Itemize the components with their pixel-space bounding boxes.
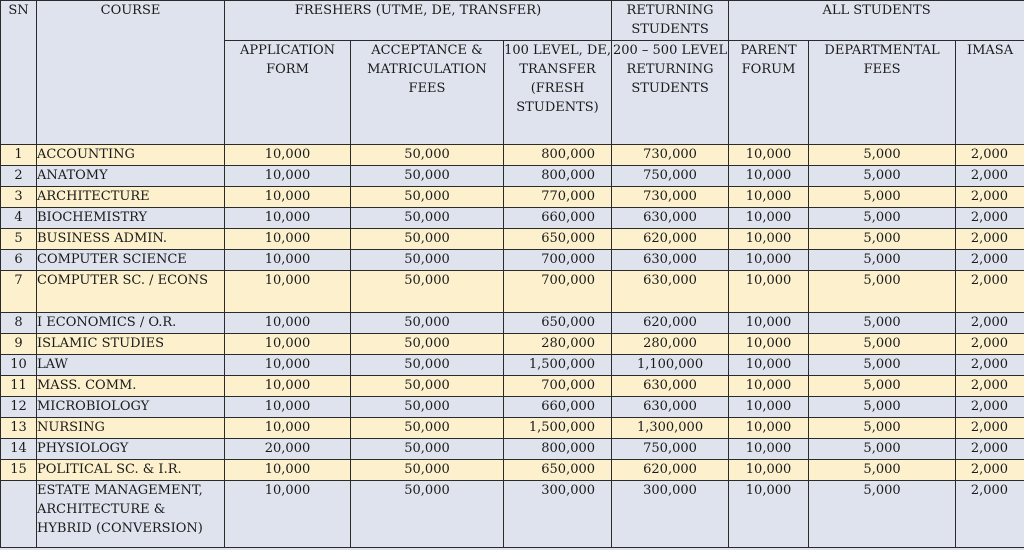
cell-sn (1, 481, 37, 548)
cell-application-form: 20,000 (225, 439, 351, 460)
cell-parent-forum: 10,000 (729, 187, 809, 208)
cell-parent-forum: 10,000 (729, 397, 809, 418)
cell-fresh-level: 660,000 (504, 397, 612, 418)
header-parent-forum: PARENT FORUM (729, 41, 809, 145)
cell-sn: 14 (1, 439, 37, 460)
cell-course: ACCOUNTING (37, 145, 225, 166)
cell-imasa: 2,000 (956, 208, 1024, 229)
cell-course: BUSINESS ADMIN. (37, 229, 225, 250)
cell-course: ARCHITECTURE (37, 187, 225, 208)
table-row (1, 355, 1024, 376)
cell-sn: 6 (1, 250, 37, 271)
cell-sn: 15 (1, 460, 37, 481)
table-row (1, 208, 1024, 229)
cell-acceptance-fees: 50,000 (351, 166, 504, 187)
table-row (1, 166, 1024, 187)
cell-parent-forum: 10,000 (729, 481, 809, 548)
cell-application-form: 10,000 (225, 229, 351, 250)
cell-departmental-fees: 5,000 (809, 166, 956, 187)
cell-fresh-level: 700,000 (504, 271, 612, 313)
cell-departmental-fees: 5,000 (809, 187, 956, 208)
cell-sn: 7 (1, 271, 37, 313)
cell-returning-level: 730,000 (612, 145, 729, 166)
cell-parent-forum: 10,000 (729, 334, 809, 355)
cell-parent-forum: 10,000 (729, 418, 809, 439)
cell-departmental-fees: 5,000 (809, 271, 956, 313)
cell-departmental-fees: 5,000 (809, 208, 956, 229)
cell-parent-forum: 10,000 (729, 145, 809, 166)
cell-sn: 3 (1, 187, 37, 208)
cell-sn: 12 (1, 397, 37, 418)
cell-course: MASS. COMM. (37, 376, 225, 397)
cell-application-form: 10,000 (225, 355, 351, 376)
cell-sn: 5 (1, 229, 37, 250)
cell-application-form: 10,000 (225, 166, 351, 187)
cell-imasa: 2,000 (956, 397, 1024, 418)
cell-imasa: 2,000 (956, 229, 1024, 250)
cell-fresh-level: 800,000 (504, 439, 612, 460)
cell-imasa: 2,000 (956, 187, 1024, 208)
cell-returning-level: 620,000 (612, 229, 729, 250)
header-acceptance-fees: ACCEPTANCE & MATRICULATION FEES (351, 41, 504, 145)
cell-parent-forum: 10,000 (729, 271, 809, 313)
cell-fresh-level: 800,000 (504, 145, 612, 166)
cell-application-form: 10,000 (225, 481, 351, 548)
cell-course: ANATOMY (37, 166, 225, 187)
cell-sn: 2 (1, 166, 37, 187)
cell-fresh-level: 770,000 (504, 187, 612, 208)
cell-imasa: 2,000 (956, 481, 1024, 548)
cell-departmental-fees: 5,000 (809, 439, 956, 460)
table-row (1, 460, 1024, 481)
cell-departmental-fees: 5,000 (809, 229, 956, 250)
cell-fresh-level: 800,000 (504, 166, 612, 187)
cell-returning-level: 630,000 (612, 376, 729, 397)
cell-application-form: 10,000 (225, 397, 351, 418)
cell-parent-forum: 10,000 (729, 166, 809, 187)
cell-course: BIOCHEMISTRY (37, 208, 225, 229)
cell-course: MICROBIOLOGY (37, 397, 225, 418)
cell-course: COMPUTER SCIENCE (37, 250, 225, 271)
cell-returning-level: 620,000 (612, 313, 729, 334)
cell-returning-level: 630,000 (612, 397, 729, 418)
cell-imasa: 2,000 (956, 355, 1024, 376)
cell-application-form: 10,000 (225, 418, 351, 439)
cell-acceptance-fees: 50,000 (351, 334, 504, 355)
cell-imasa: 2,000 (956, 460, 1024, 481)
cell-acceptance-fees: 50,000 (351, 418, 504, 439)
cell-returning-level: 630,000 (612, 271, 729, 313)
cell-acceptance-fees: 50,000 (351, 208, 504, 229)
cell-sn: 1 (1, 145, 37, 166)
table-row (1, 397, 1024, 418)
cell-application-form: 10,000 (225, 208, 351, 229)
table-row (1, 271, 1024, 313)
cell-imasa: 2,000 (956, 376, 1024, 397)
cell-parent-forum: 10,000 (729, 439, 809, 460)
cell-course: I ECONOMICS / O.R. (37, 313, 225, 334)
cell-fresh-level: 660,000 (504, 208, 612, 229)
cell-application-form: 10,000 (225, 376, 351, 397)
header-sn: SN (1, 1, 37, 145)
cell-fresh-level: 650,000 (504, 460, 612, 481)
cell-course: LAW (37, 355, 225, 376)
cell-application-form: 10,000 (225, 313, 351, 334)
cell-imasa: 2,000 (956, 439, 1024, 460)
cell-parent-forum: 10,000 (729, 208, 809, 229)
cell-fresh-level: 700,000 (504, 250, 612, 271)
cell-departmental-fees: 5,000 (809, 145, 956, 166)
table-row (1, 481, 1024, 548)
cell-acceptance-fees: 50,000 (351, 250, 504, 271)
cell-acceptance-fees: 50,000 (351, 271, 504, 313)
table-row (1, 418, 1024, 439)
cell-acceptance-fees: 50,000 (351, 313, 504, 334)
cell-course: POLITICAL SC. & I.R. (37, 460, 225, 481)
cell-returning-level: 730,000 (612, 187, 729, 208)
cell-imasa: 2,000 (956, 334, 1024, 355)
cell-parent-forum: 10,000 (729, 376, 809, 397)
header-group-freshers: FRESHERS (UTME, DE, TRANSFER) (225, 1, 612, 41)
header-application-form: APPLICATION FORM (225, 41, 351, 145)
cell-fresh-level: 650,000 (504, 313, 612, 334)
header-fresh-level: 100 LEVEL, DE, TRANSFER (FRESH STUDENTS) (504, 41, 612, 145)
table-row (1, 334, 1024, 355)
cell-departmental-fees: 5,000 (809, 250, 956, 271)
cell-acceptance-fees: 50,000 (351, 229, 504, 250)
cell-sn: 10 (1, 355, 37, 376)
cell-acceptance-fees: 50,000 (351, 460, 504, 481)
header-imasa: IMASA (956, 41, 1024, 145)
cell-imasa: 2,000 (956, 418, 1024, 439)
cell-course: COMPUTER SC. / ECONS (37, 271, 225, 313)
cell-departmental-fees: 5,000 (809, 481, 956, 548)
cell-returning-level: 1,300,000 (612, 418, 729, 439)
cell-acceptance-fees: 50,000 (351, 397, 504, 418)
table-row (1, 439, 1024, 460)
cell-acceptance-fees: 50,000 (351, 355, 504, 376)
cell-acceptance-fees: 50,000 (351, 439, 504, 460)
cell-parent-forum: 10,000 (729, 460, 809, 481)
cell-parent-forum: 10,000 (729, 229, 809, 250)
cell-returning-level: 1,100,000 (612, 355, 729, 376)
cell-returning-level: 750,000 (612, 166, 729, 187)
cell-departmental-fees: 5,000 (809, 313, 956, 334)
cell-sn: 11 (1, 376, 37, 397)
table-row (1, 145, 1024, 166)
cell-application-form: 10,000 (225, 187, 351, 208)
cell-acceptance-fees: 50,000 (351, 481, 504, 548)
cell-parent-forum: 10,000 (729, 313, 809, 334)
cell-fresh-level: 300,000 (504, 481, 612, 548)
cell-departmental-fees: 5,000 (809, 418, 956, 439)
cell-acceptance-fees: 50,000 (351, 145, 504, 166)
cell-sn: 4 (1, 208, 37, 229)
cell-application-form: 10,000 (225, 271, 351, 313)
cell-application-form: 10,000 (225, 460, 351, 481)
cell-returning-level: 620,000 (612, 460, 729, 481)
cell-imasa: 2,000 (956, 145, 1024, 166)
cell-course: ESTATE MANAGEMENT, ARCHITECTURE & HYBRID (CONVERSION) (37, 481, 225, 548)
table-row (1, 250, 1024, 271)
cell-sn: 8 (1, 313, 37, 334)
cell-course: NURSING (37, 418, 225, 439)
cell-imasa: 2,000 (956, 166, 1024, 187)
cell-imasa: 2,000 (956, 250, 1024, 271)
cell-returning-level: 750,000 (612, 439, 729, 460)
cell-returning-level: 300,000 (612, 481, 729, 548)
cell-departmental-fees: 5,000 (809, 355, 956, 376)
cell-departmental-fees: 5,000 (809, 334, 956, 355)
cell-sn: 9 (1, 334, 37, 355)
cell-returning-level: 280,000 (612, 334, 729, 355)
cell-fresh-level: 1,500,000 (504, 355, 612, 376)
header-course: COURSE (37, 1, 225, 145)
table-row (1, 376, 1024, 397)
table-row (1, 313, 1024, 334)
cell-imasa: 2,000 (956, 313, 1024, 334)
cell-application-form: 10,000 (225, 334, 351, 355)
header-group-returning: RETURNING STUDENTS (612, 1, 729, 41)
cell-parent-forum: 10,000 (729, 355, 809, 376)
cell-departmental-fees: 5,000 (809, 376, 956, 397)
header-departmental-fees: DEPARTMENTAL FEES (809, 41, 956, 145)
cell-departmental-fees: 5,000 (809, 397, 956, 418)
cell-fresh-level: 650,000 (504, 229, 612, 250)
cell-departmental-fees: 5,000 (809, 460, 956, 481)
cell-fresh-level: 700,000 (504, 376, 612, 397)
cell-parent-forum: 10,000 (729, 250, 809, 271)
cell-imasa: 2,000 (956, 271, 1024, 313)
cell-returning-level: 630,000 (612, 250, 729, 271)
cell-fresh-level: 1,500,000 (504, 418, 612, 439)
cell-fresh-level: 280,000 (504, 334, 612, 355)
cell-course: ISLAMIC STUDIES (37, 334, 225, 355)
header-returning-level: 200 – 500 LEVEL RETURNING STUDENTS (612, 41, 729, 145)
table-row (1, 187, 1024, 208)
fee-rows (1, 145, 1024, 548)
cell-application-form: 10,000 (225, 145, 351, 166)
cell-returning-level: 630,000 (612, 208, 729, 229)
header-group-all-students: ALL STUDENTS (729, 1, 1024, 41)
cell-application-form: 10,000 (225, 250, 351, 271)
table-row (1, 229, 1024, 250)
cell-course: PHYSIOLOGY (37, 439, 225, 460)
cell-sn: 13 (1, 418, 37, 439)
cell-acceptance-fees: 50,000 (351, 376, 504, 397)
cell-acceptance-fees: 50,000 (351, 187, 504, 208)
